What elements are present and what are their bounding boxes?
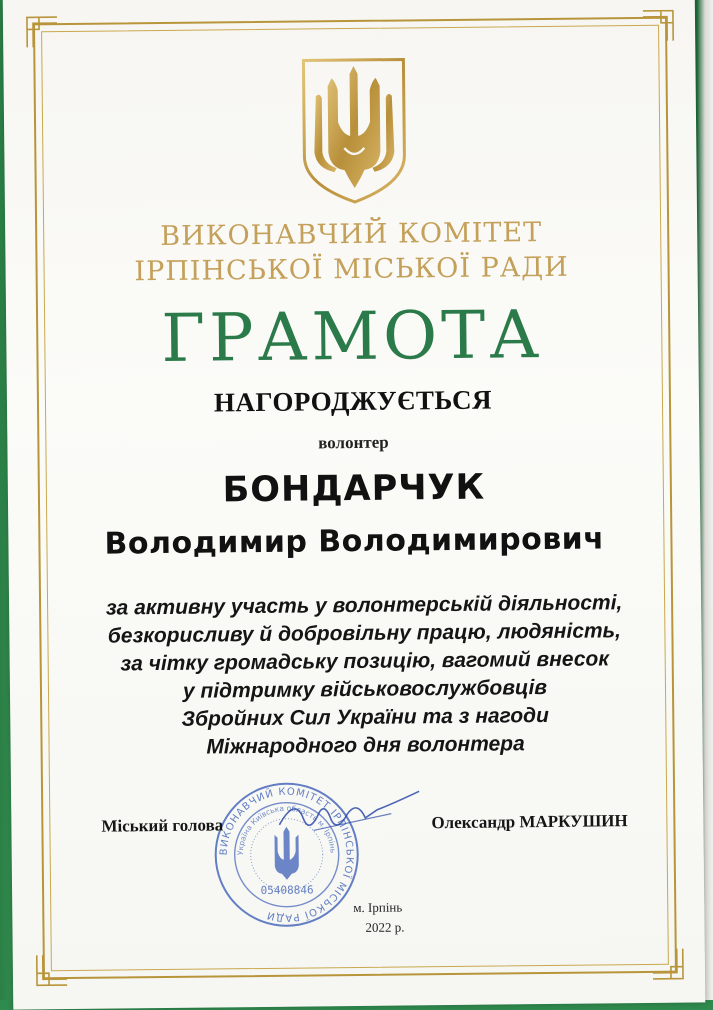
signatory-title: Міський голова bbox=[101, 815, 224, 836]
issue-place: м. Ірпінь bbox=[353, 899, 403, 916]
seal-code: 05408846 bbox=[260, 883, 314, 897]
trident-coat-of-arms-icon bbox=[299, 55, 409, 206]
recipient-surname: БОНДАРЧУК bbox=[222, 467, 486, 511]
certificate-title: ГРАМОТА bbox=[160, 296, 544, 378]
committee-name-line2: ІРПІНСЬКОЇ МІСЬКОЇ РАДИ bbox=[134, 251, 569, 288]
award-reason bbox=[69, 589, 661, 763]
seal-outer-text: ВИКОНАВЧИЙ КОМІТЕТ ІРПІНСЬКОЇ МІСЬКОЇ РАДИ bbox=[218, 786, 355, 923]
award-reason-line: Міжнародного дня волонтера bbox=[206, 732, 525, 759]
award-reason-line: за активну участь у волонтерській діяльності, bbox=[105, 591, 623, 620]
issue-year: 2022 р. bbox=[365, 919, 405, 935]
awarded-heading: НАГОРОДЖУЄТЬСЯ bbox=[213, 384, 493, 418]
frame-corner-ornament bbox=[651, 947, 685, 981]
award-reason-line: безкорисливу й добровільну працю, людяність, bbox=[107, 619, 622, 648]
committee-name-line1: ВИКОНАВЧИЙ КОМІТЕТ bbox=[160, 217, 543, 253]
seal-inner-text: Україна Київська область м. Ірпінь bbox=[235, 803, 338, 856]
award-reason-line: за чітку громадську позицію, вагомий внесок bbox=[120, 647, 610, 676]
certificate-paper bbox=[3, 0, 706, 1010]
award-reason-line: Збройних Сил України та з нагоди bbox=[181, 703, 550, 731]
frame-corner-ornament bbox=[25, 15, 59, 49]
handwritten-signature bbox=[273, 783, 424, 845]
recipient-given-names: Володимир Володимирович bbox=[104, 521, 605, 562]
recipient-role: волонтер bbox=[318, 432, 389, 453]
frame-corner-ornament bbox=[641, 9, 675, 43]
frame-corner-ornament bbox=[35, 953, 69, 987]
award-reason-line: у підтримку військовослужбовців bbox=[182, 675, 548, 703]
signatory-name: Олександр МАРКУШИН bbox=[431, 811, 628, 833]
